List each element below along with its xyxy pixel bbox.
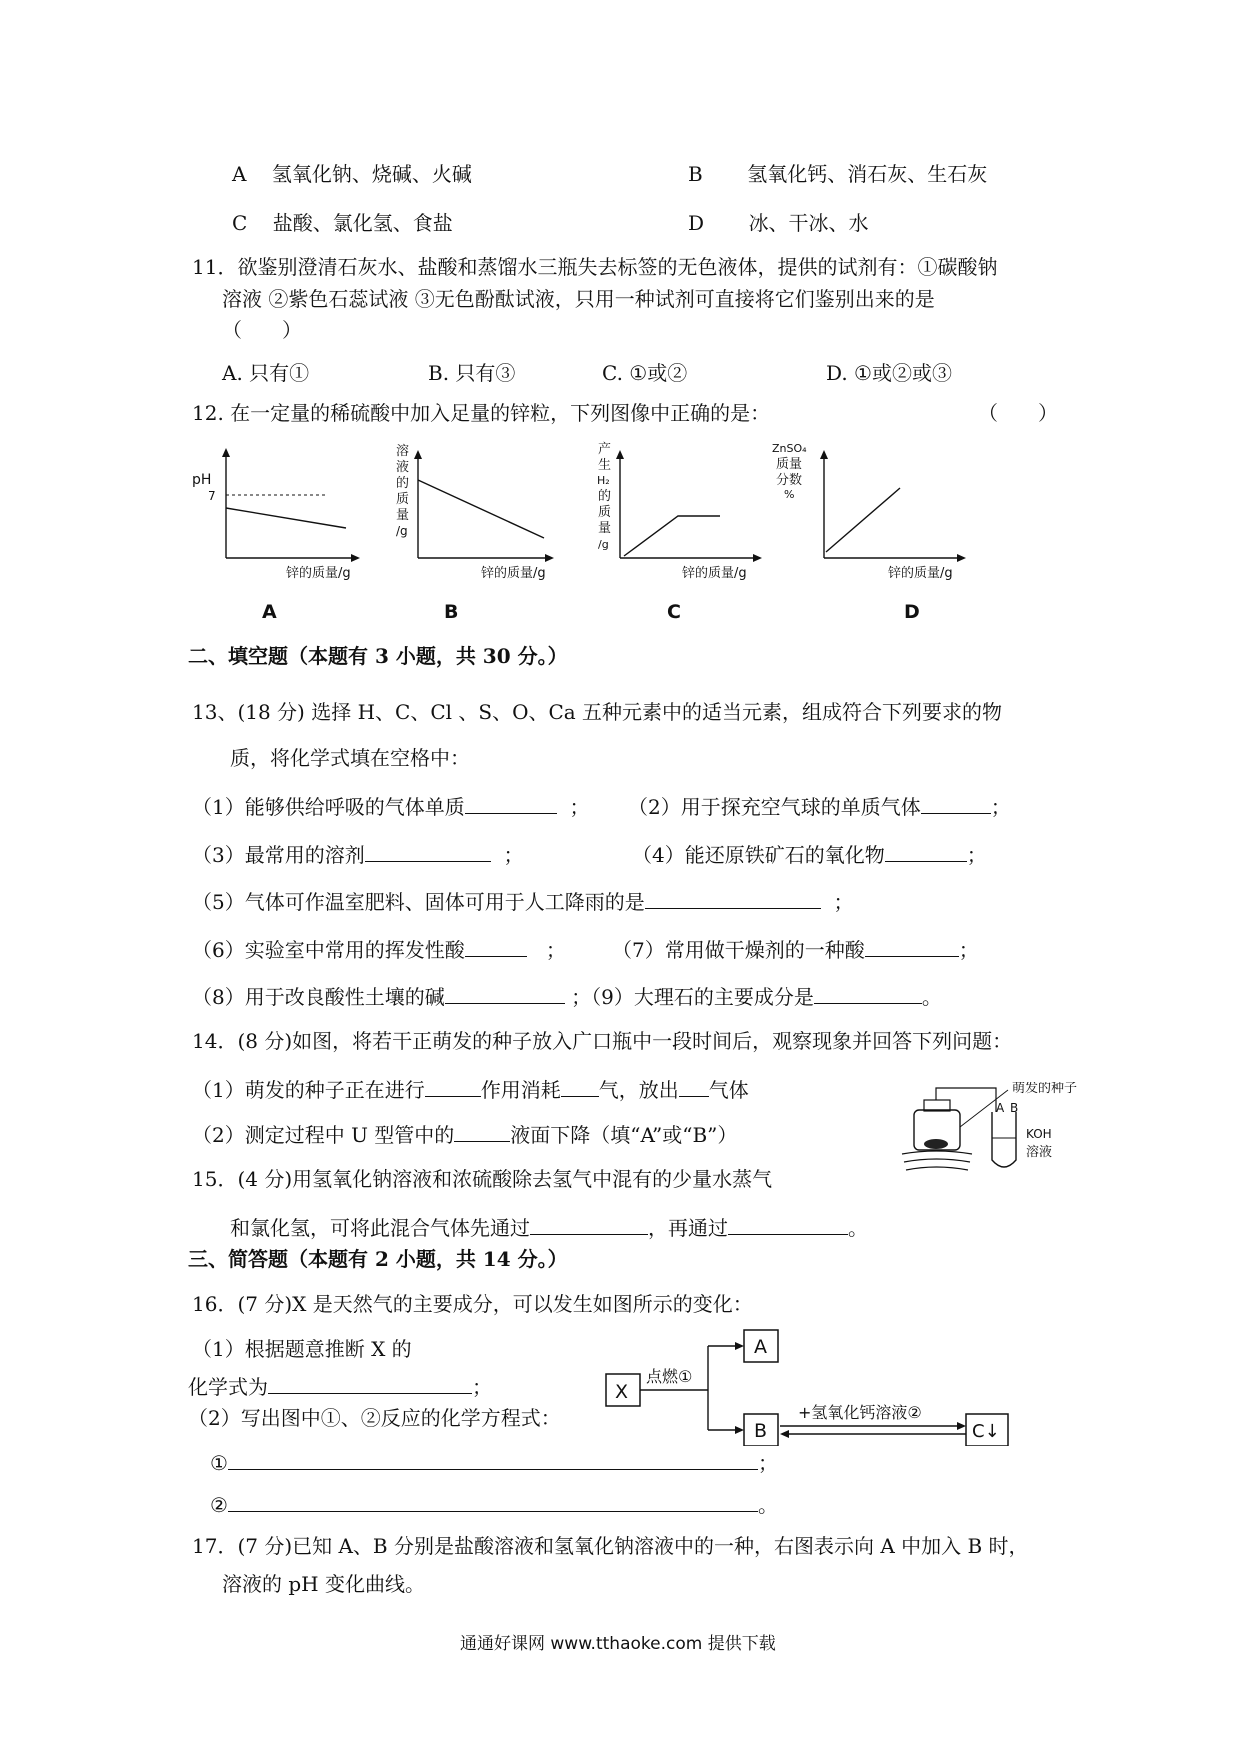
- arrow1-label: 点燃①: [646, 1367, 693, 1386]
- q11-option-a: A. 只有①: [222, 361, 310, 385]
- q13-blank-4[interactable]: [885, 840, 967, 862]
- q16-line1: 16．(7 分)X 是天然气的主要成分，可以发生如图所示的变化：: [192, 1292, 753, 1316]
- q13-blank-3[interactable]: [365, 840, 491, 862]
- q13-blank-2[interactable]: [921, 792, 991, 814]
- graph-b-label: B: [444, 601, 459, 623]
- q16-line4: （2）写出图中①、②反应的化学方程式：: [188, 1406, 561, 1430]
- graph-b-ylabel-2: 液: [396, 460, 410, 475]
- node-a-label: A: [754, 1336, 767, 1358]
- graph-d-label: D: [904, 601, 920, 623]
- graph-c-ylabel-3: H₂: [597, 474, 610, 487]
- section-2-title: 二、填空题（本题有 3 小题，共 30 分。）: [188, 644, 568, 668]
- q13-item-4: （4）能还原铁矿石的氧化物 ；: [632, 840, 987, 867]
- q14-blank-4[interactable]: [454, 1120, 510, 1142]
- section-3-title: 三、简答题（本题有 2 小题，共 14 分。）: [188, 1247, 568, 1271]
- q14-blank-1[interactable]: [425, 1075, 481, 1097]
- q17-line2: 溶液的 pH 变化曲线。: [222, 1572, 425, 1596]
- q13-item-2: （2）用于探充空气球的单质气体 ；: [628, 792, 1011, 819]
- graph-c-ylabel-1: 产: [598, 442, 612, 457]
- graph-d-ylabel-4: %: [784, 488, 795, 501]
- q13-line2: 质，将化学式填在空格中：: [230, 746, 470, 770]
- graph-d-y-arrow: [820, 450, 828, 459]
- graph-c-x-arrow: [753, 554, 762, 562]
- graph-c-xlabel: 锌的质量/g: [682, 566, 747, 581]
- q12-answer-paren: （ ）: [978, 401, 1058, 425]
- q13-blank-6[interactable]: [465, 935, 527, 957]
- q10-option-d: D 冰、干冰、水: [688, 211, 869, 235]
- q16-blank-eq2[interactable]: [228, 1490, 758, 1512]
- graph-a-xlabel: 锌的质量/g: [286, 566, 351, 581]
- seeds-label: 萌发的种子: [1012, 1082, 1078, 1096]
- q14-blank-3[interactable]: [679, 1075, 709, 1097]
- graph-b-ylabel-5: 量: [396, 508, 410, 523]
- solution-label: 溶液: [1026, 1145, 1053, 1160]
- q11-option-b: B. 只有③: [428, 361, 516, 385]
- arrow2-label: +氢氧化钙溶液②: [798, 1403, 922, 1422]
- graph-c-ylabel-6: 量: [598, 521, 612, 536]
- graph-a-label: A: [262, 601, 277, 623]
- q12-stem: 12. 在一定量的稀硫酸中加入足量的锌粒，下列图像中正确的是：: [192, 401, 771, 425]
- q11-line3: （ ）: [222, 318, 302, 342]
- q16-blank-eq1[interactable]: [228, 1448, 758, 1470]
- graph-d: [772, 442, 966, 623]
- graph-b-curve: [418, 480, 544, 538]
- q11-line2: 溶液 ②紫色石蕊试液 ③无色酚酞试液，只用一种试剂可直接将它们鉴别出来的是: [222, 287, 935, 311]
- graph-c-label: C: [667, 601, 681, 623]
- graph-d-x-arrow: [957, 554, 966, 562]
- graph-d-ylabel-3: 分数: [776, 473, 803, 488]
- q10-option-a: A 氢氧化钠、烧碱、火碱: [232, 162, 472, 186]
- q13-item-3: （3）最常用的溶剂 ；: [192, 840, 523, 867]
- q11-option-c: C. ①或②: [602, 361, 688, 385]
- graph-b: [396, 443, 554, 623]
- graph-a-curve: [226, 508, 346, 528]
- graph-c-y-arrow: [616, 450, 624, 459]
- q15-blank-1[interactable]: [530, 1213, 648, 1235]
- u-tube: [992, 1112, 1016, 1167]
- q14-blank-2[interactable]: [561, 1075, 599, 1097]
- q16-line2: （1）根据题意推断 X 的: [192, 1337, 412, 1361]
- q13-item-1: （1）能够供给呼吸的气体单质 ；: [192, 792, 589, 819]
- graph-c-ylabel-2: 生: [598, 458, 612, 473]
- q14-apparatus-figure: [900, 1082, 1080, 1180]
- q16-line3: 化学式为 ；: [188, 1372, 492, 1399]
- q13-item-8: （8）用于改良酸性土壤的碱 ；（9）大理石的主要成分是 。: [192, 982, 942, 1009]
- q13-blank-5[interactable]: [645, 887, 821, 909]
- graph-a-ytick: 7: [208, 489, 216, 503]
- graph-a-ylabel: pH: [192, 472, 212, 488]
- graph-b-y-arrow: [414, 450, 422, 459]
- arrow-c-to-b-head: [780, 1430, 789, 1438]
- node-x-label: X: [615, 1381, 629, 1403]
- graph-b-ylabel-6: /g: [396, 524, 408, 538]
- q11-line1: 11．欲鉴别澄清石灰水、盐酸和蒸馏水三瓶失去标签的无色液体，提供的试剂有：①碳酸钠: [192, 255, 998, 279]
- graph-b-ylabel-1: 溶: [396, 444, 410, 459]
- q16-reaction-diagram: [590, 1318, 1010, 1446]
- u-tube-label-a: A: [996, 1101, 1005, 1115]
- arrow-to-a-head: [735, 1342, 744, 1350]
- graph-a-y-arrow: [222, 448, 230, 457]
- graph-c-curve: [624, 516, 720, 556]
- q10-option-c: C 盐酸、氯化氢、食盐: [232, 211, 453, 235]
- q13-item-6: （6）实验室中常用的挥发性酸 ；: [192, 935, 566, 962]
- graph-c-ylabel-4: 的: [598, 489, 612, 504]
- graph-b-ylabel-4: 质: [396, 492, 410, 507]
- arrow-to-b-head: [735, 1426, 744, 1434]
- graph-d-ylabel-1: ZnSO₄: [772, 442, 807, 455]
- graph-c-ylabel-7: /g: [598, 538, 609, 551]
- q13-blank-8[interactable]: [445, 982, 565, 1004]
- graph-c: [597, 441, 762, 623]
- u-tube-label-b: B: [1010, 1101, 1019, 1115]
- node-c-label: C↓: [972, 1421, 1000, 1442]
- q10-option-b: B 氢氧化钙、消石灰、生石灰: [688, 162, 988, 186]
- graph-b-x-arrow: [545, 554, 554, 562]
- q14-line3: （2）测定过程中 U 型管中的 液面下降（填“A”或“B”）: [192, 1120, 737, 1147]
- q13-line1: 13、(18 分) 选择 H、C、Cl 、S、O、Ca 五种元素中的适当元素，组成符合下列要求的物: [192, 700, 1003, 724]
- q13-blank-7[interactable]: [865, 935, 959, 957]
- node-b-label: B: [754, 1420, 768, 1442]
- q15-line2: 和氯化氢，可将此混合气体先通过 ，再通过 。: [230, 1213, 868, 1240]
- graph-a: [192, 448, 360, 623]
- q14-line2: （1）萌发的种子正在进行 作用消耗 气，放出 气体: [192, 1075, 749, 1102]
- seeds: [924, 1139, 948, 1149]
- koh-label: KOH: [1026, 1127, 1052, 1141]
- footer-source: 通通好课网 www.tthaoke.com 提供下载: [460, 1634, 776, 1654]
- q13-item-7: （7）常用做干燥剂的一种酸 ；: [612, 935, 979, 962]
- arrow-b-to-c-head: [957, 1422, 966, 1430]
- graph-a-x-arrow: [351, 554, 360, 562]
- ground-lines: [902, 1151, 972, 1170]
- q14-line1: 14．(8 分)如图，将若干正萌发的种子放入广口瓶中一段时间后，观察现象并回答下列问题：: [192, 1029, 1013, 1053]
- q12-graphs: [0, 440, 1240, 630]
- q16-eq2: ② 。: [210, 1490, 778, 1517]
- q17-line1: 17．(7 分)已知 A、B 分别是盐酸溶液和氢氧化钠溶液中的一种，右图表示向 A 中加入 B 时，: [192, 1534, 1029, 1558]
- graph-b-xlabel: 锌的质量/g: [481, 566, 546, 581]
- q13-blank-1[interactable]: [465, 792, 557, 814]
- graph-d-curve: [826, 488, 900, 552]
- q11-option-d: D. ①或②或③: [826, 361, 952, 385]
- graph-c-ylabel-5: 质: [598, 505, 612, 520]
- graph-d-xlabel: 锌的质量/g: [888, 566, 953, 581]
- q13-blank-9[interactable]: [814, 982, 922, 1004]
- graph-d-ylabel-2: 质量: [776, 457, 803, 472]
- graph-b-ylabel-3: 的: [396, 476, 410, 491]
- q15-blank-2[interactable]: [728, 1213, 848, 1235]
- q15-line1: 15．(4 分)用氢氧化钠溶液和浓硫酸除去氢气中混有的少量水蒸气: [192, 1167, 773, 1191]
- q16-blank-formula[interactable]: [268, 1372, 472, 1394]
- q13-item-5: （5）气体可作温室肥料、固体可用于人工降雨的是 ；: [192, 887, 853, 914]
- q16-eq1: ① ；: [210, 1448, 778, 1475]
